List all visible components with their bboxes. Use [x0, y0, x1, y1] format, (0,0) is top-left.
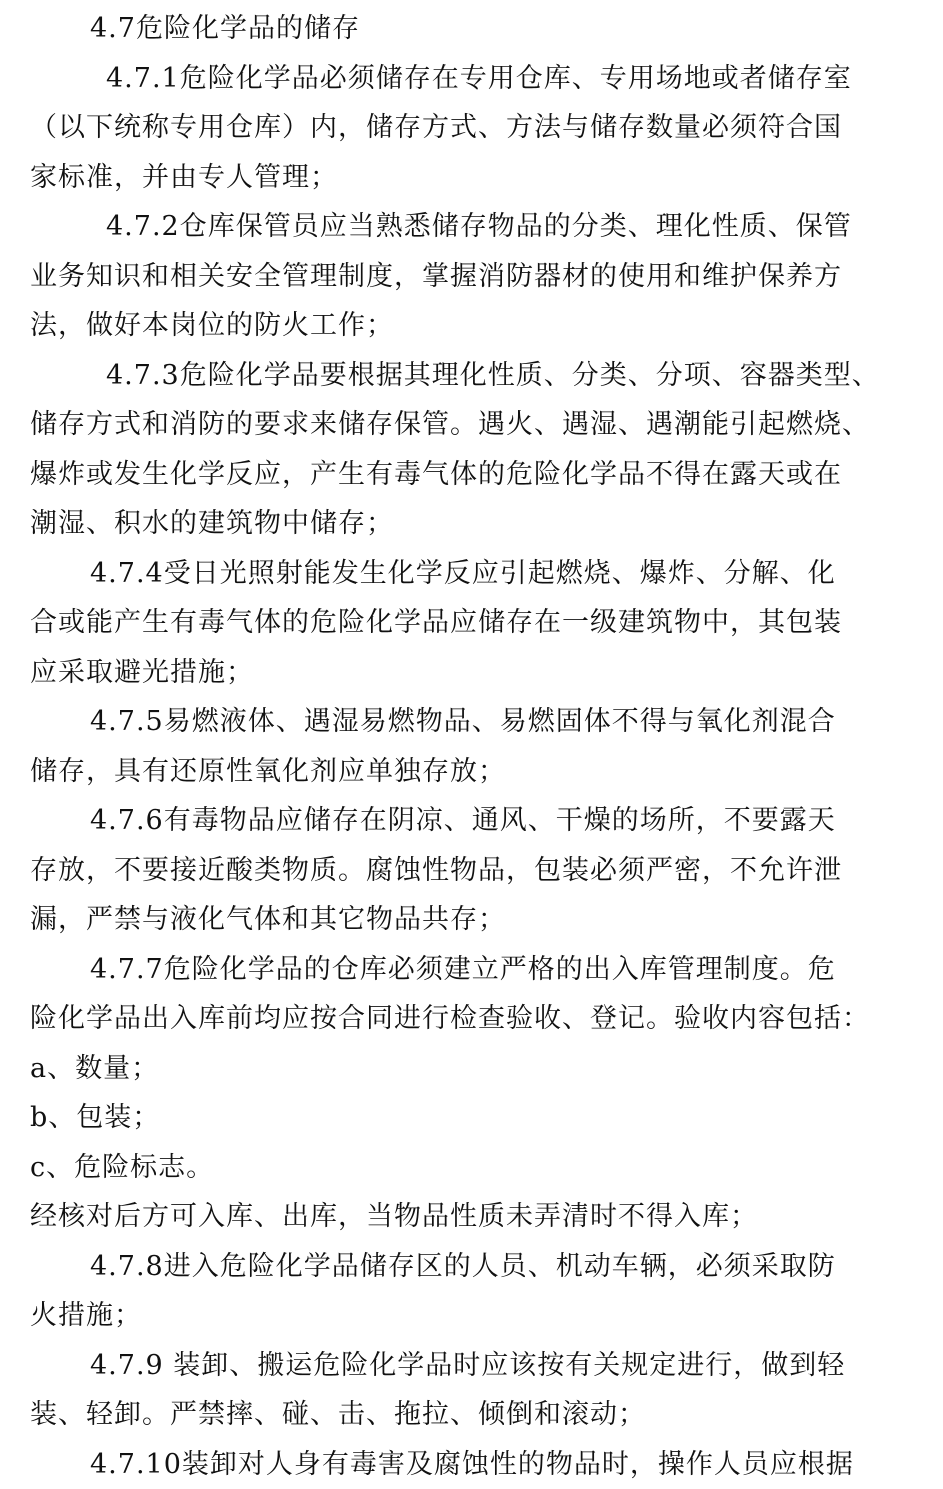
clause-4-7-5-line-2: 储存，具有还原性氧化剂应单独存放；	[30, 747, 929, 797]
clause-4-7-7-conclusion: 经核对后方可入库、出库，当物品性质未弄清时不得入库；	[30, 1192, 929, 1242]
list-item-c: c、危险标志。	[30, 1143, 929, 1193]
clause-4-7-7-line-1: 4.7.7危险化学品的仓库必须建立严格的出入库管理制度。危	[30, 945, 929, 995]
clause-4-7-6-line-2: 存放，不要接近酸类物质。腐蚀性物品，包装必须严密，不允许泄	[30, 846, 929, 896]
list-item-a: a、数量；	[30, 1044, 929, 1094]
clause-4-7-8-line-2: 火措施；	[30, 1291, 929, 1341]
clause-4-7-3-line-3: 爆炸或发生化学反应，产生有毒气体的危险化学品不得在露天或在	[30, 450, 929, 500]
clause-4-7-9-line-1: 4.7.9 装卸、搬运危险化学品时应该按有关规定进行，做到轻	[30, 1341, 929, 1391]
clause-4-7-4-line-1: 4.7.4受日光照射能发生化学反应引起燃烧、爆炸、分解、化	[30, 549, 929, 599]
clause-4-7-3-line-1: 4.7.3危险化学品要根据其理化性质、分类、分项、容器类型、	[30, 351, 929, 401]
clause-4-7-9-line-2: 装、轻卸。严禁摔、碰、击、拖拉、倾倒和滚动；	[30, 1390, 929, 1440]
clause-4-7-1-line-2: （以下统称专用仓库）内，储存方式、方法与储存数量必须符合国	[30, 103, 929, 153]
list-item-b: b、包装；	[30, 1093, 929, 1143]
clause-4-7-4-line-3: 应采取避光措施；	[30, 648, 929, 698]
clause-4-7-7-line-2: 险化学品出入库前均应按合同进行检查验收、登记。验收内容包括：	[30, 994, 929, 1044]
section-heading: 4.7危险化学品的储存	[30, 4, 929, 54]
clause-4-7-10-line-1: 4.7.10装卸对人身有毒害及腐蚀性的物品时，操作人员应根据	[30, 1440, 929, 1489]
clause-4-7-5-line-1: 4.7.5易燃液体、遇湿易燃物品、易燃固体不得与氧化剂混合	[30, 697, 929, 747]
clause-4-7-2-line-3: 法，做好本岗位的防火工作；	[30, 301, 929, 351]
clause-4-7-4-line-2: 合或能产生有毒气体的危险化学品应储存在一级建筑物中，其包装	[30, 598, 929, 648]
clause-4-7-1-line-3: 家标准，并由专人管理；	[30, 153, 929, 203]
clause-4-7-2-line-1: 4.7.2仓库保管员应当熟悉储存物品的分类、理化性质、保管	[30, 202, 929, 252]
clause-4-7-2-line-2: 业务知识和相关安全管理制度，掌握消防器材的使用和维护保养方	[30, 252, 929, 302]
clause-4-7-8-line-1: 4.7.8进入危险化学品储存区的人员、机动车辆，必须采取防	[30, 1242, 929, 1292]
clause-4-7-3-line-2: 储存方式和消防的要求来储存保管。遇火、遇湿、遇潮能引起燃烧、	[30, 400, 929, 450]
clause-4-7-6-line-1: 4.7.6有毒物品应储存在阴凉、通风、干燥的场所，不要露天	[30, 796, 929, 846]
clause-4-7-1-line-1: 4.7.1危险化学品必须储存在专用仓库、专用场地或者储存室	[30, 54, 929, 104]
clause-4-7-3-line-4: 潮湿、积水的建筑物中储存；	[30, 499, 929, 549]
clause-4-7-6-line-3: 漏，严禁与液化气体和其它物品共存；	[30, 895, 929, 945]
